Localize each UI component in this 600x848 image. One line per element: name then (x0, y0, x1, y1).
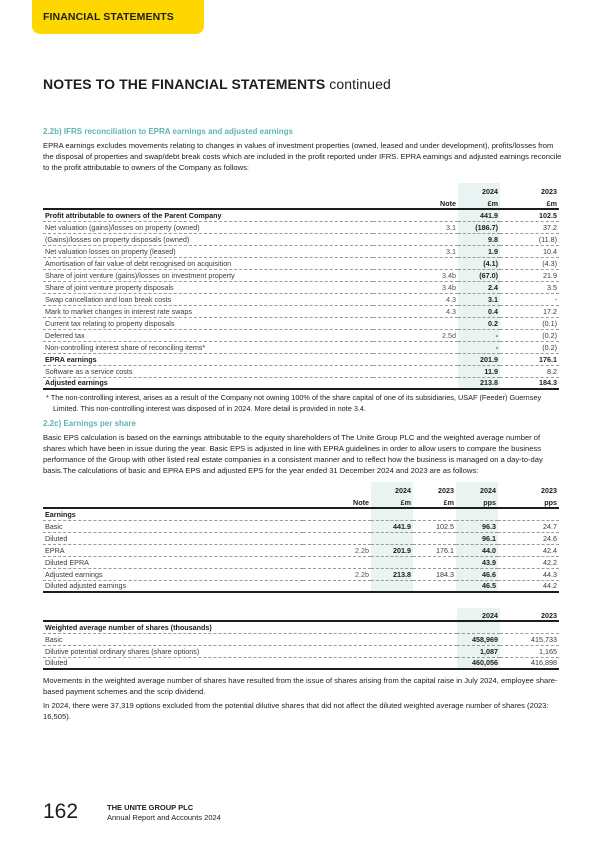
table-row (43, 353, 559, 365)
table-row (43, 293, 559, 305)
row-label: Net valuation losses on property (leased) (43, 245, 373, 257)
value-2023: 3.5 (500, 281, 559, 293)
value-2023-pps: 44.2 (498, 580, 559, 592)
value-2023: 176.1 (500, 353, 559, 365)
row-label: Diluted adjusted earnings (43, 580, 303, 592)
col-unit-2024: £m (458, 196, 500, 209)
table-row (43, 532, 559, 544)
value-2023: 10.4 (500, 245, 559, 257)
row-note (373, 353, 458, 365)
value-2023: 416,898 (500, 657, 559, 669)
row-note (373, 317, 458, 329)
value-2024: 3.1 (458, 293, 500, 305)
weighted-shares-table (43, 608, 559, 670)
value-2023-pps: 42.2 (498, 556, 559, 568)
row-label: Basic (43, 520, 303, 532)
value-2024: 441.9 (458, 209, 500, 221)
section-2-2c-intro: Basic EPS calculation is based on the earnings attributable to the equity shareholders of The Unite Group PLC and the weighted average number of shares which have been in issue during the year. Basic EPS is adjusted in line with EPRA guidelines in order to allow users to compare the business performance of the Group with other listed real estate companies in a consistent manner and to reflect how the business is managed on a day-to-day basis.The calculations of basic and EPRA EPS and adjusted EPS for the year ended 31 December 2024 and 2023 are as follows: (43, 433, 543, 475)
table-row (43, 329, 559, 341)
value-2023: (0.2) (500, 341, 559, 353)
row-note (373, 233, 458, 245)
table-row (43, 568, 559, 580)
value-2024-m: 201.9 (371, 544, 413, 556)
row-note (303, 520, 371, 532)
table-row (43, 209, 559, 221)
eps-unit-2: £m (413, 495, 456, 508)
value-2023: 102.5 (500, 209, 559, 221)
value-2023-pps: 42.4 (498, 544, 559, 556)
row-note: 4.3 (373, 293, 458, 305)
row-note (373, 365, 458, 377)
table-row (43, 645, 559, 657)
table-row (43, 221, 559, 233)
value-2024-m: 441.9 (371, 520, 413, 532)
value-2023-m (413, 580, 456, 592)
row-label: (Gains)/losses on property disposals (owned) (43, 233, 373, 245)
value-2023: - (500, 293, 559, 305)
footer-company: THE UNITE GROUP PLC (107, 803, 194, 812)
row-note (373, 209, 458, 221)
value-2024: 1.9 (458, 245, 500, 257)
section-2-2b-intro: EPRA earnings excludes movements relating to changes in values of investment properties (owned, leased and under development), profits/losses from the disposal of properties and swap/debt break costs which are included in the profit reported under IFRS. EPRA earnings and adjusted earnings reconcile to the profit attributable to owners of the Company as follows: (43, 141, 562, 172)
eps-col-2023-m: 2023 (438, 486, 454, 495)
epra-reconciliation-table (43, 183, 559, 390)
eps-col-2024-pps: 2024 (456, 482, 498, 495)
row-label: Share of joint venture (gains)/losses on investment property (43, 269, 373, 281)
value-2024-pps: 44.0 (456, 544, 498, 556)
row-label: Basic (43, 633, 457, 645)
row-note: 3.4b (373, 281, 458, 293)
table-row (43, 633, 559, 645)
value-2023-m: 184.3 (413, 568, 456, 580)
value-2023-pps: 24.6 (498, 532, 559, 544)
row-note: 2.5d (373, 329, 458, 341)
value-2024: 0.4 (458, 305, 500, 317)
col-header-note: Note (373, 196, 458, 209)
eps-unit-4: pps (498, 495, 559, 508)
value-2024: 11.9 (458, 365, 500, 377)
value-2023: (0.2) (500, 329, 559, 341)
section-heading-2-2c: 2.2c) Earnings per share (43, 419, 136, 428)
footer-report-title: Annual Report and Accounts 2024 (107, 813, 221, 822)
value-2024: (4.1) (458, 257, 500, 269)
row-label: Adjusted earnings (43, 568, 303, 580)
eps-col-2024-m: 2024 (371, 482, 413, 495)
table-row (43, 377, 559, 389)
value-2024-pps: 43.9 (456, 556, 498, 568)
table-row (43, 281, 559, 293)
shares-col-2024: 2024 (457, 608, 500, 621)
row-note: 3.1 (373, 245, 458, 257)
table-row (43, 544, 559, 556)
value-2024: 9.8 (458, 233, 500, 245)
table-row (43, 269, 559, 281)
row-note (303, 532, 371, 544)
value-2024-m (371, 580, 413, 592)
value-2023: 37.2 (500, 221, 559, 233)
eps-group-label: Earnings (43, 508, 303, 520)
page-number: 162 (43, 800, 79, 823)
row-label: Diluted EPRA (43, 556, 303, 568)
value-2023: 184.3 (500, 377, 559, 389)
row-label: Diluted (43, 532, 303, 544)
section-banner (32, 0, 204, 34)
value-2024-pps: 96.3 (456, 520, 498, 532)
table-row (43, 657, 559, 669)
value-2023: (0.1) (500, 317, 559, 329)
row-note: 2.2b (303, 544, 371, 556)
eps-group-row (43, 508, 559, 520)
eps-unit-1: £m (371, 495, 413, 508)
table-row (43, 245, 559, 257)
row-note: 4.3 (373, 305, 458, 317)
row-label: Diluted (43, 657, 457, 669)
value-2023-m (413, 556, 456, 568)
value-2023: 1,165 (500, 645, 559, 657)
table-row (43, 556, 559, 568)
row-note: 3.4b (373, 269, 458, 281)
row-label: Amortisation of fair value of debt recognised on acquisition (43, 257, 373, 269)
value-2024: 2.4 (458, 281, 500, 293)
value-2024: - (458, 329, 500, 341)
value-2024-m: 213.8 (371, 568, 413, 580)
row-note: 2.2b (303, 568, 371, 580)
footnote: * The non-controlling interest, arises as a result of the Company not owning 100% of the share capital of one of its subsidiaries, USAF (Feeder) Guernsey Limited. This non-controlling interest was disposed of in 2024. More detail is provided in note 3.4. (46, 393, 542, 413)
row-label: Swap cancellation and loan break costs (43, 293, 373, 305)
eps-col-2023-pps: 2023 (541, 486, 557, 495)
row-label: Adjusted earnings (43, 377, 373, 389)
table-row (43, 580, 559, 592)
page-title-suffix: continued (329, 76, 391, 92)
page-title (43, 76, 391, 92)
shares-group-label: Weighted average number of shares (thousands) (43, 621, 457, 633)
shares-group-row (43, 621, 559, 633)
value-2023: (4.3) (500, 257, 559, 269)
eps-col-note: Note (303, 495, 371, 508)
row-note (373, 257, 458, 269)
row-label: Current tax relating to property disposals (43, 317, 373, 329)
table-row (43, 233, 559, 245)
value-2024: 460,056 (457, 657, 500, 669)
value-2023-m: 102.5 (413, 520, 456, 532)
value-2024-pps: 46.6 (456, 568, 498, 580)
value-2024: 458,969 (457, 633, 500, 645)
table-row (43, 341, 559, 353)
row-note (373, 341, 458, 353)
row-label: EPRA earnings (43, 353, 373, 365)
value-2024-pps: 46.5 (456, 580, 498, 592)
row-label: Software as a service costs (43, 365, 373, 377)
col-header-2023: 2023 (541, 187, 557, 196)
col-unit-2023: £m (500, 196, 559, 209)
row-label: Share of joint venture property disposals (43, 281, 373, 293)
table-row (43, 317, 559, 329)
value-2023: 17.2 (500, 305, 559, 317)
shares-col-2023: 2023 (500, 608, 559, 621)
banner-label: FINANCIAL STATEMENTS (43, 11, 174, 23)
table-row (43, 257, 559, 269)
row-label: Profit attributable to owners of the Parent Company (43, 209, 373, 221)
value-2024: (186.7) (458, 221, 500, 233)
row-label: EPRA (43, 544, 303, 556)
value-2023-pps: 44.3 (498, 568, 559, 580)
value-2023: 21.9 (500, 269, 559, 281)
value-2024: 213.8 (458, 377, 500, 389)
options-excluded-paragraph: In 2024, there were 37,319 options excluded from the potential dilutive shares that did not affect the diluted weighted average number of shares (2023: 16,505). (43, 701, 549, 721)
row-label: Dilutive potential ordinary shares (share options) (43, 645, 457, 657)
value-2024: 201.9 (458, 353, 500, 365)
value-2024-m (371, 556, 413, 568)
row-label: Net valuation (gains)/losses on property (owned) (43, 221, 373, 233)
section-heading-2-2b: 2.2b) IFRS reconciliation to EPRA earnings and adjusted earnings (43, 127, 293, 136)
row-label: Mark to market changes in interest rate swaps (43, 305, 373, 317)
value-2023-pps: 24.7 (498, 520, 559, 532)
value-2023: (11.8) (500, 233, 559, 245)
row-note (373, 377, 458, 389)
row-note: 3.1 (373, 221, 458, 233)
value-2023-m (413, 532, 456, 544)
value-2024-m (371, 532, 413, 544)
col-header-2024: 2024 (458, 183, 500, 196)
row-note (303, 556, 371, 568)
table-row (43, 305, 559, 317)
value-2024: (67.0) (458, 269, 500, 281)
value-2023-m: 176.1 (413, 544, 456, 556)
value-2024: 1,087 (457, 645, 500, 657)
value-2023: 415,733 (500, 633, 559, 645)
shares-movement-paragraph: Movements in the weighted average number of shares have resulted from the issue of shares arising from the capital raise in July 2024, employee share-based payment schemes and the scrip dividend. (43, 676, 558, 696)
table-row (43, 520, 559, 532)
value-2024: 0.2 (458, 317, 500, 329)
row-note (303, 580, 371, 592)
table-row (43, 365, 559, 377)
row-label: Non-controlling interest share of reconciling items* (43, 341, 373, 353)
value-2023: 8.2 (500, 365, 559, 377)
value-2024: - (458, 341, 500, 353)
row-label: Deferred tax (43, 329, 373, 341)
eps-table (43, 482, 559, 593)
eps-unit-3: pps (456, 495, 498, 508)
value-2024-pps: 96.1 (456, 532, 498, 544)
page-title-bold: NOTES TO THE FINANCIAL STATEMENTS (43, 76, 326, 92)
